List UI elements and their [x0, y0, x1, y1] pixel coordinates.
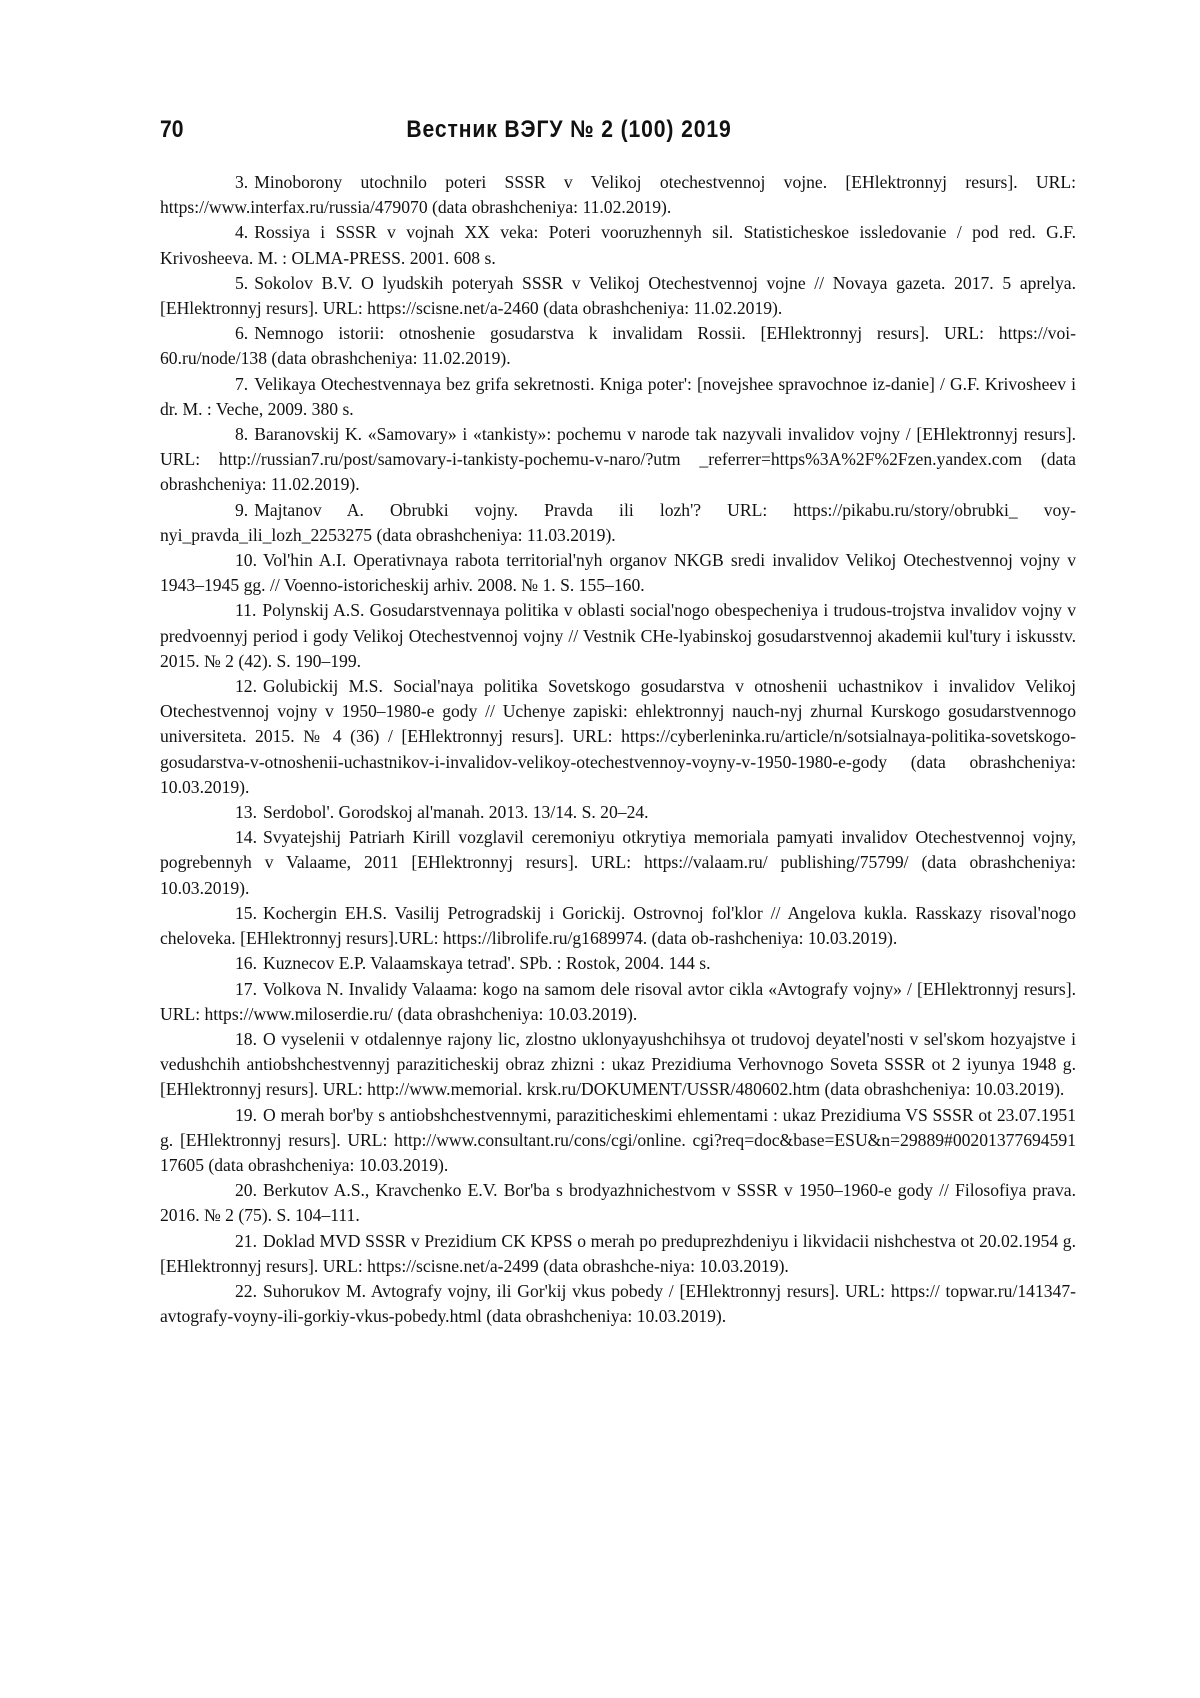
reference-number: 6. — [235, 323, 249, 344]
reference-item — [160, 372, 1076, 422]
reference-number: 12. — [235, 676, 257, 697]
reference-number: 9. — [235, 499, 249, 520]
reference-item — [160, 598, 1076, 674]
document-page — [160, 116, 1076, 1329]
reference-number: 10. — [235, 550, 257, 571]
reference-text: Suhorukov M. Avtografy vojny, ili Gor'kij vkus pobedy / [EHlektronnyj resurs]. URL: https:// topwar.ru/141347-avtografy-voyny-ili-gorkiy-vkus-pobedy.html (data obrashcheniya: 10.03.2019). — [160, 1280, 1076, 1327]
reference-item — [160, 1279, 1076, 1329]
reference-item — [160, 321, 1076, 371]
reference-item — [160, 1027, 1076, 1103]
reference-item — [160, 1178, 1076, 1228]
reference-item — [160, 1229, 1076, 1279]
reference-text: Nemnogo istorii: otnoshenie gosudarstva k invalidam Rossii. [EHlektronnyj resurs]. URL: https://voi-60.ru/node/138 (data obrashcheniya: 11.02.2019). — [160, 323, 1076, 369]
reference-text: O merah bor'by s antiobshchestvennymi, paraziticheskimi ehlementami : ukaz Prezidiuma VS SSSR ot 23.07.1951 g. [EHlektronnyj resurs]. URL: http://www.consultant.ru/cons/cgi/online. cgi?req=doc&base=ESU&n=29889#00201377694591 17605 (data obrashcheniya: 10.03.2019). — [160, 1104, 1076, 1175]
reference-text: Kochergin EH.S. Vasilij Petrogradskij i Gorickij. Ostrovnoj fol'klor // Angelova kukla. Rasskazy risoval'nogo cheloveka. [EHlektronnyj resurs].URL: https://librolife.ru/g1689974. (data ob-rashcheniya: 10.03.2019). — [160, 902, 1076, 949]
reference-item — [160, 674, 1076, 800]
reference-number: 3. — [235, 172, 249, 192]
reference-number: 14. — [235, 827, 257, 848]
reference-text: Berkutov A.S., Kravchenko E.V. Bor'ba s brodyazhnichestvom v SSSR v 1950–1960-e gody // Filosofiya prava. 2016. № 2 (75). S. 104–111. — [160, 1180, 1076, 1226]
reference-text: O vyselenii v otdalennye rajony lic, zlostno uklonyayushchihsya ot trudovoj deyatel'nosti v sel'skom hozyajstve i vedushchih antiobshchestvennyj paraziticheskij obraz zhizni : ukaz Prezidiuma Verhovnogo Soveta SSSR ot 2 iyunya 1948 g. [EHlektronnyj resurs]. URL: http://www.memorial. krsk.ru/DOKUMENT/USSR/480602.htm (data obrashcheniya: 10.03.2019). — [160, 1028, 1076, 1100]
reference-text: Doklad MVD SSSR v Prezidium CK KPSS o merah po preduprezhdeniyu i likvidacii nishchestva ot 20.02.1954 g. [EHlektronnyj resurs]. URL: https://scisne.net/a-2499 (data obrashche-niya: 10.03.2019). — [160, 1230, 1076, 1276]
reference-text: Baranovskij K. «Samovary» i «tankisty»: pochemu v narode tak nazyvali invalidov vojny / [EHlektronnyj resurs]. URL: http://russian7.ru/post/samovary-i-tankisty-pochemu-v-naro/?utm _referrer=https%3A%2F%2Fzen.yandex.com (data obrashcheniya: 11.02.2019). — [160, 424, 1076, 495]
reference-number: 15. — [235, 902, 257, 923]
reference-item — [160, 548, 1076, 598]
reference-text: Polynskij A.S. Gosudarstvennaya politika v oblasti social'nogo obespecheniya i trudous-trojstva invalidov vojny v predvoennyj period i gody Velikoj Otechestvennoj vojny // Vestnik CHe-lyabinskoj gosudarstvennoj akademii kul'tury i iskusstv. 2015. № 2 (42). S. 190–199. — [160, 600, 1076, 671]
reference-item — [160, 901, 1076, 951]
reference-item — [160, 170, 1076, 220]
reference-item — [160, 1103, 1076, 1179]
reference-number: 5. — [235, 272, 249, 293]
reference-number: 13. — [235, 802, 257, 823]
reference-text: Serdobol'. Gorodskoj al'manah. 2013. 13/14. S. 20–24. — [263, 802, 649, 823]
page-number: 70 — [160, 116, 184, 143]
reference-number: 22. — [235, 1280, 257, 1301]
reference-text: Vol'hin A.I. Operativnaya rabota territorial'nyh organov NKGB sredi invalidov Velikoj Otechestvennoj vojny v 1943–1945 gg. // Voenno-istoricheskij arhiv. 2008. № 1. S. 155–160. — [160, 550, 1076, 596]
reference-item — [160, 800, 1076, 825]
reference-item — [160, 271, 1076, 321]
reference-number: 7. — [235, 373, 249, 394]
reference-text: Golubickij M.S. Social'naya politika Sovetskogo gosudarstva v otnoshenii uchastnikov i invalidov Velikoj Otechestvennoj vojny v 1950–1980-e gody // Uchenye zapiski: ehlektronnyj nauch-nyj zhurnal Kurskogo gosudarstvennogo universiteta. 2015. № 4 (36) / [EHlektronnyj resurs]. URL: https://cyberleninka.ru/article/n/sotsialnaya-politika-sovetskogo-gosudarstva-v-otnoshenii-uchastnikov-i-invalidov-velikoy-otechestvennoy-voyny-v-1950-1980-e-gody (data obrashcheniya: 10.03.2019). — [160, 676, 1076, 797]
journal-title: Вестник ВЭГУ № 2 (100) 2019 — [406, 116, 732, 143]
reference-number: 20. — [235, 1180, 257, 1201]
reference-text: Majtanov A. Obrubki vojny. Pravda ili lozh'? URL: https://pikabu.ru/story/obrubki_ voy-nyi_pravda_ili_lozh_2253275 (data obrashcheniya: 11.03.2019). — [160, 499, 1076, 545]
reference-number: 8. — [235, 424, 249, 445]
reference-item — [160, 220, 1076, 270]
running-header — [160, 116, 1076, 156]
reference-item — [160, 951, 1076, 976]
reference-text: Rossiya i SSSR v vojnah XX veka: Poteri vooruzhennyh sil. Statisticheskoe issledovanie / pod red. G.F. Krivosheeva. M. : OLMA-PRESS. 2001. 608 s. — [160, 222, 1076, 268]
reference-item — [160, 498, 1076, 548]
reference-number: 19. — [235, 1104, 257, 1125]
reference-text: Volkova N. Invalidy Valaama: kogo na samom dele risoval avtor cikla «Avtografy vojny» / [EHlektronnyj resurs]. URL: https://www.miloserdie.ru/ (data obrashcheniya: 10.03.2019). — [160, 978, 1076, 1024]
reference-number: 4. — [235, 222, 249, 243]
reference-text: Minoborony utochnilo poteri SSSR v Velikoj otechestvennoj vojne. [EHlektronnyj resurs]. URL: https://www.interfax.ru/russia/479070 (data obrashcheniya: 11.02.2019). — [160, 172, 1076, 218]
reference-number: 11. — [235, 600, 257, 621]
reference-item — [160, 825, 1076, 901]
reference-list — [160, 170, 1076, 1329]
reference-item — [160, 977, 1076, 1027]
reference-number: 21. — [235, 1230, 257, 1251]
reference-item — [160, 422, 1076, 498]
reference-number: 17. — [235, 978, 257, 999]
reference-text: Svyatejshij Patriarh Kirill vozglavil ceremoniyu otkrytiya memoriala pamyati invalidov Otechestvennoj vojny, pogrebennyh v Valaame, 2011 [EHlektronnyj resurs]. URL: https://valaam.ru/ publishing/75799/ (data obrashcheniya: 10.03.2019). — [160, 827, 1076, 898]
reference-text: Kuznecov E.P. Valaamskaya tetrad'. SPb. : Rostok, 2004. 144 s. — [263, 953, 711, 974]
reference-text: Sokolov B.V. O lyudskih poteryah SSSR v Velikoj Otechestvennoj vojne // Novaya gazeta. 2017. 5 aprelya. [EHlektronnyj resurs]. URL: https://scisne.net/a-2460 (data obrashcheniya: 11.02.2019). — [160, 272, 1076, 319]
reference-number: 16. — [235, 953, 257, 974]
reference-number: 18. — [235, 1028, 257, 1049]
reference-text: Velikaya Otechestvennaya bez grifa sekretnosti. Kniga poter': [novejshee spravochnoe iz-danie] / G.F. Krivosheev i dr. M. : Veche, 2009. 380 s. — [160, 373, 1076, 419]
